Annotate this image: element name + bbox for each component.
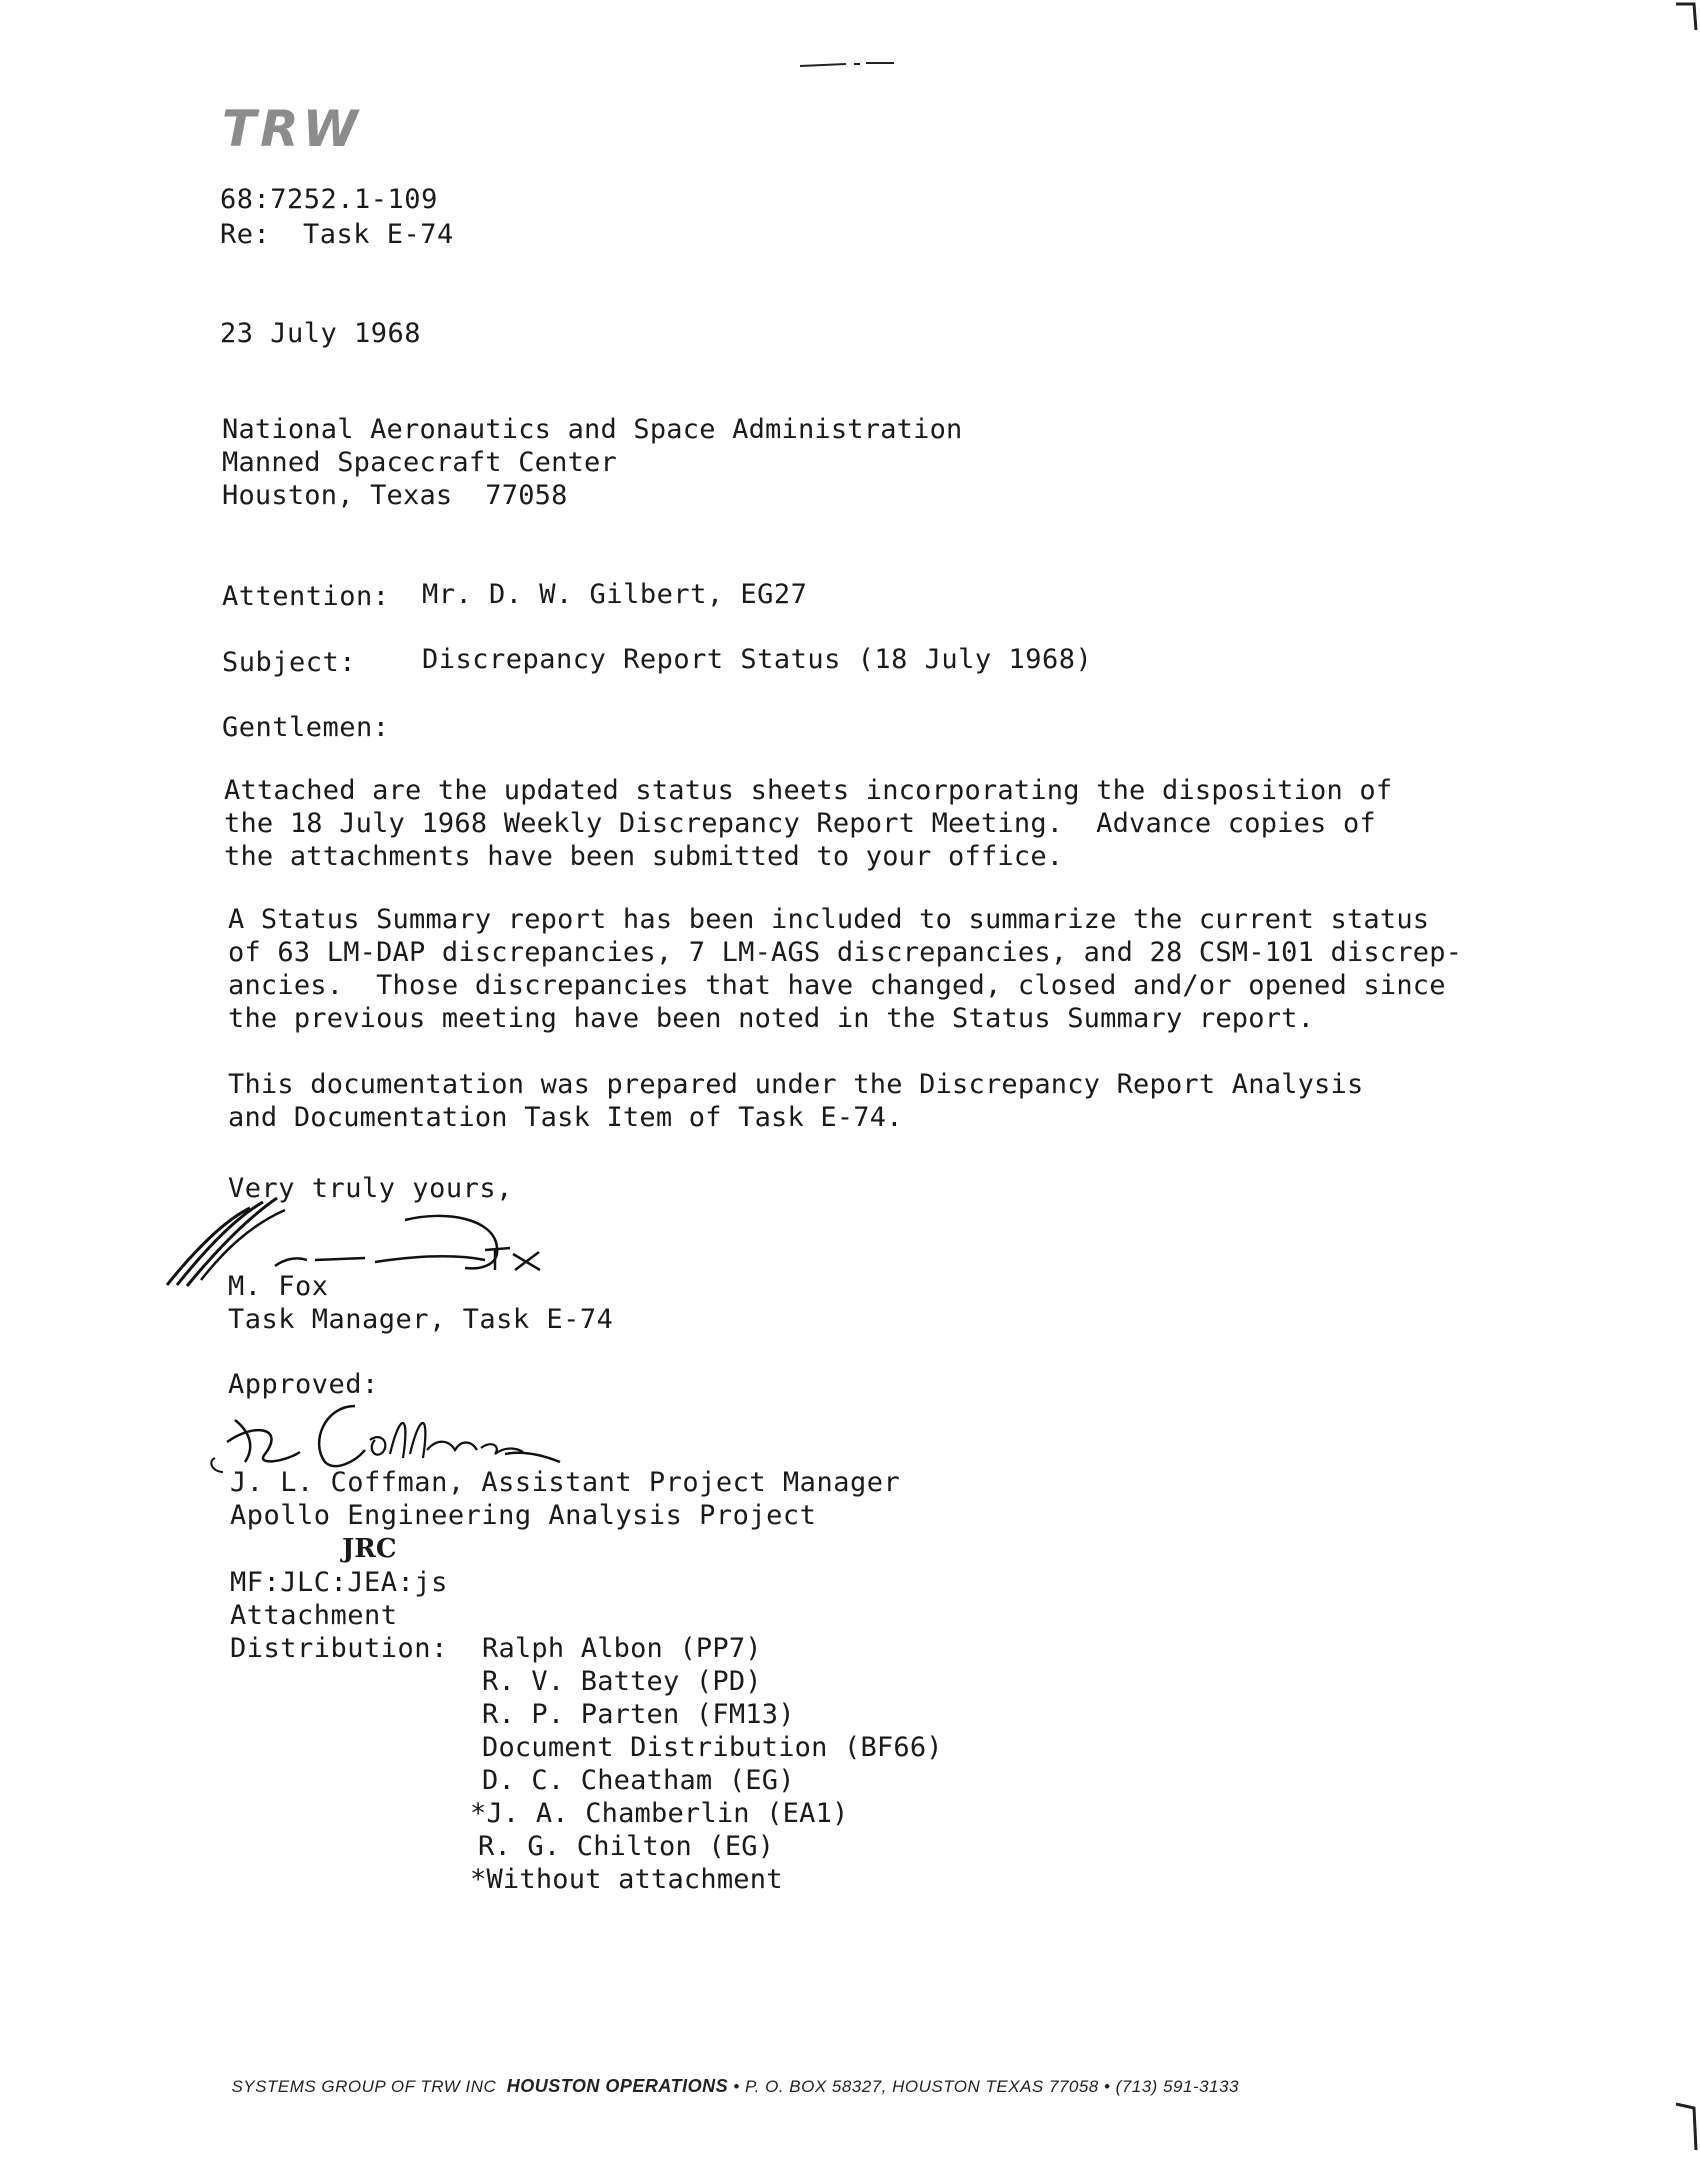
- closing-text: Very truly yours,: [228, 1173, 513, 1204]
- footer-address: • P. O. BOX 58327, HOUSTON TEXAS 77058 • (713) 591-3133: [733, 2077, 1239, 2096]
- fox-signature: [165, 1190, 565, 1300]
- distribution-item: R. V. Battey (PD): [482, 1666, 762, 1697]
- top-dash-marks: [798, 58, 898, 70]
- paragraph-line: the previous meeting have been noted in the Status Summary report.: [228, 1003, 1315, 1034]
- corner-mark-bottom-right: [1672, 2100, 1700, 2160]
- paragraph-line: and Documentation Task Item of Task E-74.: [228, 1102, 903, 1133]
- paragraph-line: Attached are the updated status sheets incorporating the disposition of: [224, 775, 1393, 806]
- footer-division: HOUSTON OPERATIONS: [506, 2076, 729, 2096]
- distribution-item: *J. A. Chamberlin (EA1): [470, 1798, 849, 1829]
- salutation: Gentlemen:: [222, 712, 390, 743]
- letter-date: 23 July 1968: [220, 318, 422, 349]
- attachment-label: Attachment: [230, 1600, 398, 1631]
- recipient-address: [222, 413, 963, 512]
- recipient-line: National Aeronautics and Space Administration: [222, 414, 963, 445]
- subject-label: Subject:: [222, 647, 357, 678]
- attention-value: Mr. D. W. Gilbert, EG27: [422, 579, 808, 610]
- distribution-item: R. G. Chilton (EG): [478, 1831, 775, 1862]
- approved-label: Approved:: [228, 1369, 379, 1400]
- distribution-item: R. P. Parten (FM13): [482, 1699, 795, 1730]
- paragraph-line: the 18 July 1968 Weekly Discrepancy Report Meeting. Advance copies of: [224, 808, 1376, 839]
- reference-initials: MF:JLC:JEA:js: [230, 1567, 448, 1598]
- distribution-list: [470, 1632, 943, 1896]
- signer-name: M. Fox: [228, 1271, 329, 1302]
- distribution-item: D. C. Cheatham (EG): [482, 1765, 795, 1796]
- reference-number: 68:7252.1-109: [220, 184, 438, 215]
- paragraph-line: A Status Summary report has been included to summarize the current status: [228, 904, 1430, 935]
- signer-title: Task Manager, Task E-74: [228, 1304, 614, 1335]
- re-label: Re:: [220, 219, 271, 250]
- distribution-item: *Without attachment: [470, 1864, 783, 1895]
- approver-line: J. L. Coffman, Assistant Project Manager: [230, 1467, 901, 1498]
- trw-logo: TRW: [222, 100, 362, 158]
- paragraph-line: of 63 LM-DAP discrepancies, 7 LM-AGS discrepancies, and 28 CSM-101 discrep-: [228, 937, 1463, 968]
- distribution-item: Ralph Albon (PP7): [482, 1633, 762, 1664]
- body-paragraph-3: [228, 1068, 1363, 1134]
- body-paragraph-1: [224, 774, 1392, 873]
- paragraph-line: the attachments have been submitted to your office.: [224, 841, 1064, 872]
- recipient-line: Manned Spacecraft Center: [222, 447, 617, 478]
- paragraph-line: ancies. Those discrepancies that have changed, closed and/or opened since: [228, 970, 1446, 1001]
- corner-mark-top-right: [1672, 0, 1700, 40]
- re-value: Task E-74: [303, 219, 454, 250]
- footer-company: SYSTEMS GROUP OF TRW INC: [231, 2077, 497, 2096]
- paragraph-line: This documentation was prepared under the Discrepancy Report Analysis: [228, 1069, 1364, 1100]
- attention-label: Attention:: [222, 581, 390, 612]
- subject-value: Discrepancy Report Status (18 July 1968): [422, 644, 1093, 675]
- distribution-item: Document Distribution (BF66): [482, 1732, 943, 1763]
- distribution-label: Distribution:: [230, 1633, 448, 1664]
- project-name: Apollo Engineering Analysis Project: [230, 1500, 817, 1531]
- body-paragraph-2: [228, 903, 1462, 1035]
- letterhead-footer: [221, 2056, 1239, 2097]
- recipient-line: Houston, Texas 77058: [222, 480, 568, 511]
- handwritten-initials: JRC: [342, 1534, 397, 1564]
